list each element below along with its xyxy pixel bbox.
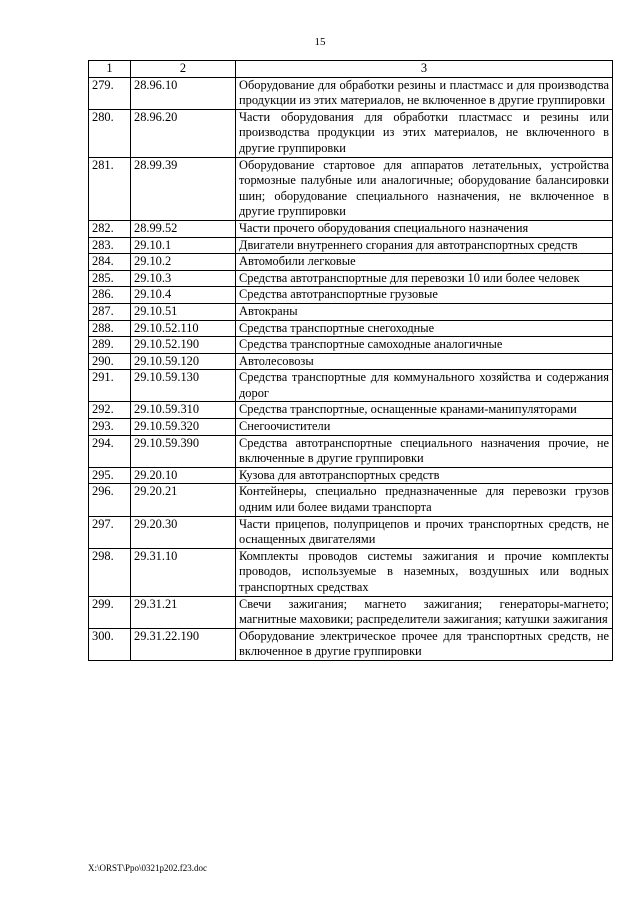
row-number: 300. [89, 628, 131, 660]
row-description: Автолесовозы [236, 353, 613, 370]
row-description: Средства автотранспортные для перевозки 10 или более человек [236, 270, 613, 287]
table-row [89, 287, 613, 304]
row-code: 29.10.59.390 [131, 435, 236, 467]
table-row [89, 337, 613, 354]
table-row [89, 596, 613, 628]
table-row [89, 548, 613, 596]
row-number: 287. [89, 303, 131, 320]
row-description: Средства автотранспортные грузовые [236, 287, 613, 304]
table-row [89, 370, 613, 402]
table-row [89, 484, 613, 516]
row-description: Снегоочистители [236, 419, 613, 436]
row-code: 29.10.51 [131, 303, 236, 320]
row-number: 297. [89, 516, 131, 548]
row-description: Автокраны [236, 303, 613, 320]
row-code: 29.10.52.190 [131, 337, 236, 354]
row-code: 28.96.10 [131, 77, 236, 109]
codes-table [88, 60, 613, 661]
table-row [89, 467, 613, 484]
table-row [89, 237, 613, 254]
row-description: Кузова для автотранспортных средств [236, 467, 613, 484]
table-row [89, 402, 613, 419]
row-code: 29.31.22.190 [131, 628, 236, 660]
row-code: 29.31.21 [131, 596, 236, 628]
row-number: 293. [89, 419, 131, 436]
row-code: 29.10.3 [131, 270, 236, 287]
row-number: 292. [89, 402, 131, 419]
row-description: Средства транспортные для коммунального хозяйства и содержания дорог [236, 370, 613, 402]
row-number: 298. [89, 548, 131, 596]
row-code: 29.10.59.120 [131, 353, 236, 370]
row-code: 29.10.52.110 [131, 320, 236, 337]
row-description: Средства автотранспортные специального назначения прочие, не включенные в другие группировки [236, 435, 613, 467]
row-description: Части оборудования для обработки пластмасс и резины или производства продукции из этих материалов, не включенного в другие группировки [236, 109, 613, 157]
row-number: 299. [89, 596, 131, 628]
row-number: 295. [89, 467, 131, 484]
row-description: Двигатели внутреннего сгорания для автотранспортных средств [236, 237, 613, 254]
table-row [89, 303, 613, 320]
page-number: 15 [314, 36, 326, 48]
row-code: 29.10.59.320 [131, 419, 236, 436]
row-description: Свечи зажигания; магнето зажигания; генераторы-магнето; магнитные маховики; распределители зажигания; катушки зажигания [236, 596, 613, 628]
row-number: 284. [89, 254, 131, 271]
row-number: 279. [89, 77, 131, 109]
table-row [89, 77, 613, 109]
row-number: 282. [89, 220, 131, 237]
row-code: 29.31.10 [131, 548, 236, 596]
row-description: Автомобили легковые [236, 254, 613, 271]
row-number: 285. [89, 270, 131, 287]
table-header-row [89, 61, 613, 78]
table-row [89, 109, 613, 157]
table-row [89, 516, 613, 548]
row-description: Оборудование электрическое прочее для транспортных средств, не включенное в другие группировки [236, 628, 613, 660]
row-number: 296. [89, 484, 131, 516]
table-row [89, 157, 613, 220]
table-row [89, 270, 613, 287]
row-code: 29.20.10 [131, 467, 236, 484]
row-code: 29.20.21 [131, 484, 236, 516]
row-code: 28.96.20 [131, 109, 236, 157]
table-row [89, 353, 613, 370]
row-code: 28.99.52 [131, 220, 236, 237]
row-number: 286. [89, 287, 131, 304]
row-description: Комплекты проводов системы зажигания и прочие комплекты проводов, используемые в наземных, воздушных или водных транспортных средствах [236, 548, 613, 596]
row-number: 283. [89, 237, 131, 254]
row-description: Контейнеры, специально предназначенные для перевозки грузов одним или более видами транспорта [236, 484, 613, 516]
row-number: 280. [89, 109, 131, 157]
row-description: Части прочего оборудования специального назначения [236, 220, 613, 237]
row-description: Части прицепов, полуприцепов и прочих транспортных средств, не оснащенных двигателями [236, 516, 613, 548]
file-path-footer: X:\ORST\Ppo\0321p202.f23.doc [88, 863, 208, 873]
table-body [89, 77, 613, 660]
row-number: 289. [89, 337, 131, 354]
row-code: 29.20.30 [131, 516, 236, 548]
table-row [89, 220, 613, 237]
row-description: Средства транспортные, оснащенные кранами-манипуляторами [236, 402, 613, 419]
table-row [89, 320, 613, 337]
row-code: 29.10.4 [131, 287, 236, 304]
row-number: 290. [89, 353, 131, 370]
column-header-1: 1 [89, 61, 131, 78]
row-number: 294. [89, 435, 131, 467]
row-code: 29.10.59.310 [131, 402, 236, 419]
table-row [89, 419, 613, 436]
row-description: Оборудование стартовое для аппаратов летательных, устройства тормозные палубные или аналогичные; оборудование балансировки шин; оборудование специального назначения, не включенное в другие группировки [236, 157, 613, 220]
row-number: 291. [89, 370, 131, 402]
row-description: Средства транспортные снегоходные [236, 320, 613, 337]
row-description: Средства транспортные самоходные аналогичные [236, 337, 613, 354]
row-description: Оборудование для обработки резины и пластмасс и для производства продукции из этих материалов, не включенное в другие группировки [236, 77, 613, 109]
row-number: 288. [89, 320, 131, 337]
row-number: 281. [89, 157, 131, 220]
table-row [89, 435, 613, 467]
row-code: 28.99.39 [131, 157, 236, 220]
row-code: 29.10.59.130 [131, 370, 236, 402]
row-code: 29.10.2 [131, 254, 236, 271]
table-row [89, 628, 613, 660]
column-header-2: 2 [131, 61, 236, 78]
column-header-3: 3 [236, 61, 613, 78]
row-code: 29.10.1 [131, 237, 236, 254]
table-row [89, 254, 613, 271]
